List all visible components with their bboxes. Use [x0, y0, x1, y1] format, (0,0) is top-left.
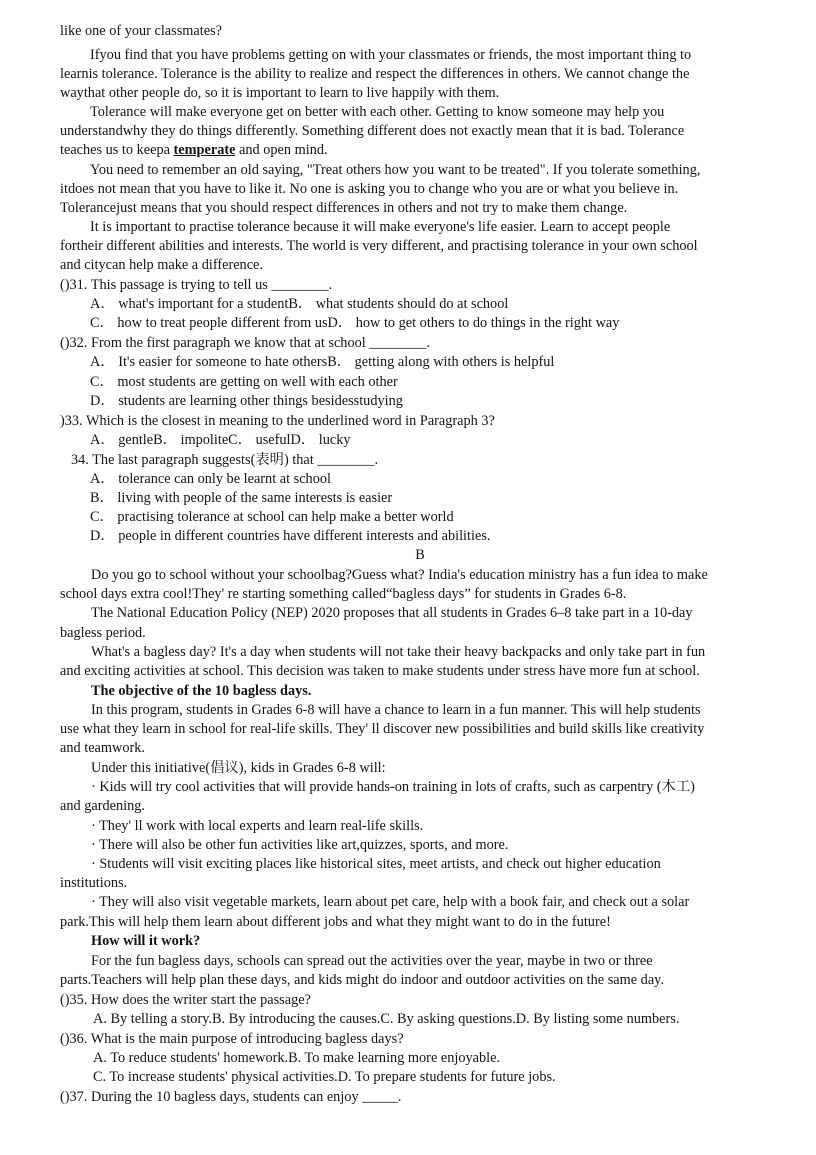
section-heading: B — [415, 547, 425, 563]
question-31: ()31. This passage is trying to tell us ________. — [60, 277, 333, 293]
subheading: How will it work? — [91, 933, 201, 949]
text-line: Ifyou find that you have problems getting on with your classmates or friends, the most important thing to — [90, 47, 692, 63]
question-option: A． gentleB． impoliteC． usefulD． lucky — [90, 432, 351, 448]
question-36: ()36. What is the main purpose of introducing bagless days? — [60, 1031, 404, 1047]
question-option: B． living with people of the same interests is easier — [90, 490, 393, 506]
text-line: For the fun bagless days, schools can spread out the activities over the year, maybe in two or three — [91, 953, 653, 969]
bullet-item: · Students will visit exciting places like historical sites, meet artists, and check out higher education — [91, 856, 661, 872]
text-line: park.This will help them learn about different jobs and what they might want to do in the future! — [60, 914, 611, 930]
bullet-item: · They' ll work with local experts and learn real-life skills. — [91, 818, 424, 834]
question-option: C． most students are getting on well with each other — [90, 374, 398, 390]
question-35: ()35. How does the writer start the passage? — [60, 992, 311, 1008]
question-option: A. To reduce students' homework.B. To make learning more enjoyable. — [93, 1050, 501, 1066]
text-line: and citycan help make a difference. — [60, 257, 263, 273]
question-37: ()37. During the 10 bagless days, students can enjoy _____. — [60, 1089, 402, 1105]
question-option: A． what's important for a studentB． what students should do at school — [90, 296, 509, 312]
text-line: like one of your classmates? — [60, 23, 222, 39]
text-line: Under this initiative(倡议), kids in Grades 6-8 will: — [91, 760, 386, 776]
bullet-item: · There will also be other fun activities like art,quizzes, sports, and more. — [91, 837, 509, 853]
text-line: parts.Teachers will help plan these days, and kids might do indoor and outdoor activities on the same day. — [60, 972, 664, 988]
text-line: You need to remember an old saying, "Treat others how you want to be treated". If you tolerate something, — [90, 162, 701, 178]
text-line: and exciting activities at school. This decision was taken to make students under stress have more fun at school. — [60, 663, 700, 679]
text-line: Do you go to school without your schoolbag?Guess what? India's education ministry has a fun idea to make — [91, 567, 708, 583]
text-line: understandwhy they do things differently. Something different does not exactly mean that it is bad. Tolerance — [60, 123, 685, 139]
text-line: fortheir different abilities and interests. The world is very different, and practising tolerance in your own school — [60, 238, 698, 254]
text-line: institutions. — [60, 875, 128, 891]
text-line: learnis tolerance. Tolerance is the ability to realize and respect the differences in others. We cannot change the — [60, 66, 690, 82]
text-line: teaches us to keepa temperate and open mind. — [60, 142, 328, 158]
bullet-item: · Kids will try cool activities that will provide hands-on training in lots of crafts, such as carpentry (木工) — [91, 779, 695, 795]
question-32: ()32. From the first paragraph we know that at school ________. — [60, 335, 431, 351]
question-option: C. To increase students' physical activities.D. To prepare students for future jobs. — [93, 1069, 556, 1085]
text-line: The National Education Policy (NEP) 2020 proposes that all students in Grades 6–8 take part in a 10-day — [91, 605, 693, 621]
question-option: A． tolerance can only be learnt at school — [90, 471, 331, 487]
text-line: Tolerancejust means that you should respect differences in others and not try to make them change. — [60, 200, 628, 216]
text-line: and teamwork. — [60, 740, 145, 756]
text-line: bagless period. — [60, 625, 146, 641]
question-option: A. By telling a story.B. By introducing the causes.C. By asking questions.D. By listing some numbers. — [93, 1011, 680, 1027]
text-line: and gardening. — [60, 798, 145, 814]
text-line: use what they learn in school for real-life skills. They' ll discover new possibilities and build skills like creativity — [60, 721, 705, 737]
text-line: waythat other people do, so it is important to learn to live happily with them. — [60, 85, 500, 101]
subheading: The objective of the 10 bagless days. — [91, 683, 312, 699]
question-34: 34. The last paragraph suggests(表明) that ________. — [71, 452, 379, 468]
text-line: In this program, students in Grades 6-8 will have a chance to learn in a fun manner. This will help students — [91, 702, 701, 718]
bullet-item: · They will also visit vegetable markets, learn about pet care, help with a book fair, and check out a solar — [91, 894, 690, 910]
text-line: It is important to practise tolerance because it will make everyone's life easier. Learn to accept people — [90, 219, 671, 235]
text-line: Tolerance will make everyone get on better with each other. Getting to know someone may help you — [90, 104, 665, 120]
question-option: D． people in different countries have different interests and abilities. — [90, 528, 491, 544]
question-option: C． how to treat people different from usD． how to get others to do things in the right way — [90, 315, 620, 331]
question-option: C． practising tolerance at school can help make a better world — [90, 509, 454, 525]
question-option: D． students are learning other things besidesstudying — [90, 393, 403, 409]
text-line: itdoes not mean that you have to like it. No one is asking you to change who you are or what you believe in. — [60, 181, 679, 197]
text-line: school days extra cool!They' re starting something called“bagless days” for students in Grades 6-8. — [60, 586, 627, 602]
question-option: A． It's easier for someone to hate othersB． getting along with others is helpful — [90, 354, 555, 370]
text-line: What's a bagless day? It's a day when students will not take their heavy backpacks and only take part in fun — [91, 644, 706, 660]
question-33: )33. Which is the closest in meaning to the underlined word in Paragraph 3? — [60, 413, 495, 429]
